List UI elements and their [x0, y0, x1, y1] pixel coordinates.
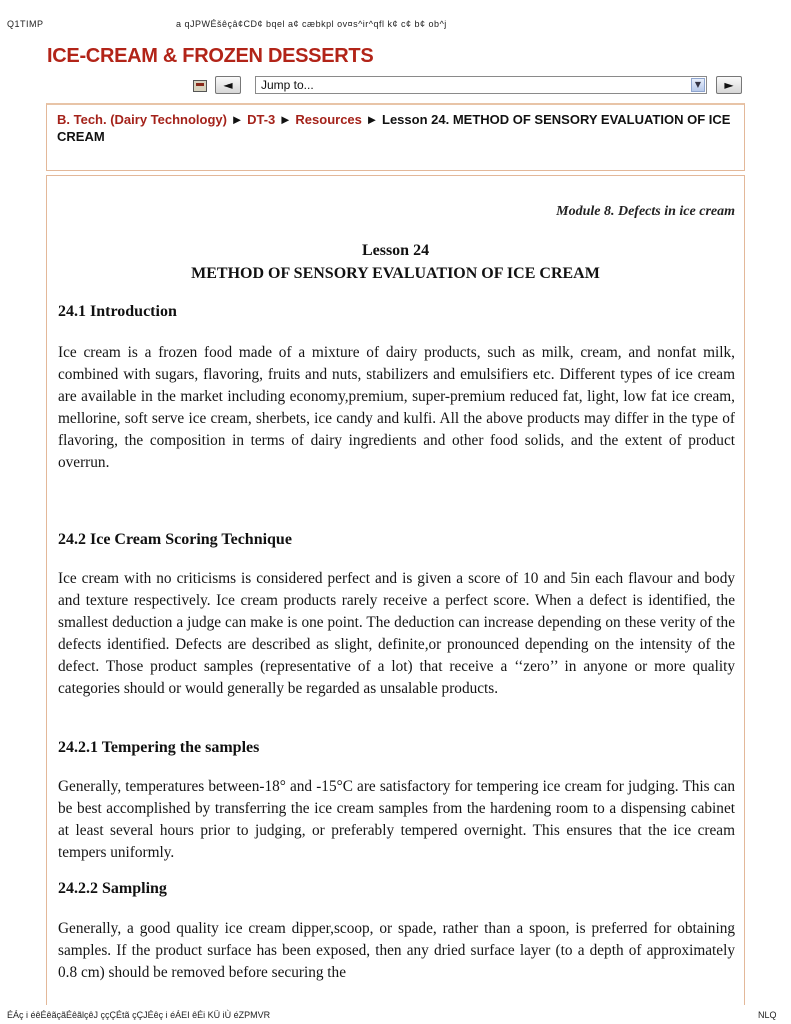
section-heading-tempering: 24.2.1 Tempering the samples — [58, 739, 260, 756]
breadcrumb-link-course[interactable]: DT-3 — [247, 112, 276, 127]
breadcrumb-separator-icon: ► — [365, 112, 379, 127]
previous-button[interactable]: ◄ — [215, 76, 241, 94]
jump-to-label: Jump to... — [261, 78, 314, 92]
next-button[interactable]: ► — [716, 76, 742, 94]
section-text-scoring: Ice cream with no criticisms is considered perfect and is given a score of 10 and 5in each flavour and body and texture respectively. Ice cream products rarely receive a perfect score. When a defect is identified, the smallest deduction a judge can make is one point. The deduction can increase depending on these verity of the defects identified. Defects are described as slight, definite,or pronounced depending on the intensity of the defect. Those product samples (representative of a lot) that receive a ‘‘zero’’ in anyone or more quality categories should or would generally be regarded as unsalable products. — [58, 570, 735, 697]
breadcrumb-container — [46, 103, 745, 171]
breadcrumb-link-program[interactable]: B. Tech. (Dairy Technology) — [57, 112, 227, 127]
document-icon[interactable] — [193, 80, 207, 92]
module-label: Module 8. Defects in ice cream — [556, 204, 735, 219]
breadcrumb — [57, 111, 737, 145]
breadcrumb-current-page: Lesson 24. METHOD OF SENSORY EVALUATION OF ICE CREAM — [57, 112, 731, 144]
breadcrumb-link-resources[interactable]: Resources — [295, 112, 362, 127]
print-header-url: a qJPWÉšêçâ¢CD¢ bqel a¢ cæbkpl ov¤s^ir^qfl k¢ c¢ b¢ ob^j — [176, 19, 447, 29]
lesson-number: Lesson 24 — [361, 242, 430, 259]
lesson-title: METHOD OF SENSORY EVALUATION OF ICE CREAM — [191, 265, 600, 282]
print-header-left: Q1TIMP — [7, 19, 44, 29]
jump-to-select[interactable] — [255, 76, 707, 94]
section-text-introduction: Ice cream is a frozen food made of a mixture of dairy products, such as milk, cream, and nonfat milk, combined with sugars, flavoring, fruits and nuts, stabilizers and emulsifiers etc. Different types of ice cream are available in the market including economy,premium, super-premium reduced fat, light, low fat ice cream, mellorine, soft serve ice cream, sherbets, ice candy and kulfi. All the above products may differ in the type of flavoring, the composition in terms of dairy ingredients and other food solids, and the extent of product overrun. — [58, 344, 735, 471]
section-text-sampling: Generally, a good quality ice cream dipper,scoop, or spade, rather than a spoon, is preferred for obtaining samples. If the product surface has been exposed, then any dried surface layer (to a depth of approximately 0.8 cm) should be removed before securing the — [58, 920, 735, 981]
section-heading-scoring: 24.2 Ice Cream Scoring Technique — [58, 531, 292, 548]
print-footer-left: ÉÁç i éêÉêãçãÉêãlçêJ ççÇÉtã çÇJÉêç i éÁEI êÉi KÜ iÙ éZPMVR — [7, 1010, 271, 1020]
site-title[interactable]: ICE-CREAM & FROZEN DESSERTS — [47, 45, 374, 67]
section-heading-sampling: 24.2.2 Sampling — [58, 880, 167, 897]
section-text-tempering: Generally, temperatures between-18° and -15°C are satisfactory for tempering ice cream for judging. This can be best accomplished by transferring the ice cream samples from the hardening room to a dispensing cabinet at least several hours prior to judging, or preferably tempered overnight. This ensures that the ice cream tempers uniformly. — [58, 778, 735, 861]
breadcrumb-separator-icon: ► — [230, 112, 244, 127]
print-footer-page: NLQ — [758, 1010, 777, 1020]
lesson-content — [46, 175, 745, 1005]
navigation-bar — [193, 75, 753, 97]
chevron-down-icon[interactable]: ▼ — [691, 78, 705, 92]
section-heading-introduction: 24.1 Introduction — [58, 303, 177, 320]
breadcrumb-separator-icon: ► — [278, 112, 292, 127]
